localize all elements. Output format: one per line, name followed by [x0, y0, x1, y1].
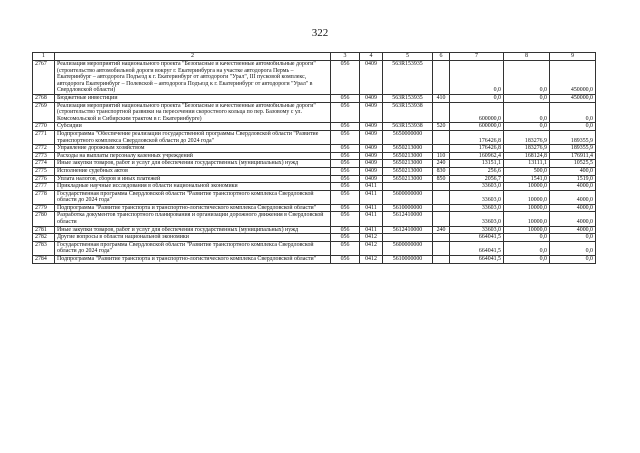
table-row: [33, 183, 596, 191]
cell-target-article: 5600000000: [383, 241, 433, 255]
cell-target-article: 5600000000: [383, 190, 433, 204]
cell-ministry: 056: [331, 167, 360, 175]
cell-amount-2021: 0,0: [504, 61, 550, 95]
cell-amount-2020: 160962,4: [450, 152, 504, 160]
cell-expense-type: 110: [433, 152, 450, 160]
cell-amount-2022: 1519,0: [550, 175, 596, 183]
cell-section: 0412: [360, 241, 383, 255]
cell-ministry: 056: [331, 130, 360, 144]
table-row: [33, 145, 596, 153]
cell-amount-2021: 13111,1: [504, 160, 550, 168]
table-row: [33, 204, 596, 212]
header-cell: 6: [433, 53, 450, 61]
cell-amount-2021: 0,0: [504, 123, 550, 131]
row-name: Государственная программа Свердловской области "Развитие транспортного комплекса Свердловской области до 2024 года": [55, 241, 331, 255]
cell-section: 0409: [360, 167, 383, 175]
cell-amount-2021: 0,0: [504, 102, 550, 123]
cell-expense-type: [433, 234, 450, 242]
cell-amount-2021: 0,0: [504, 256, 550, 264]
cell-amount-2022: 0,0: [550, 256, 596, 264]
cell-section: 0409: [360, 175, 383, 183]
budget-table: [32, 52, 596, 264]
table-row: [33, 256, 596, 264]
row-number: 2779: [33, 204, 55, 212]
cell-expense-type: [433, 241, 450, 255]
row-name: Реализация мероприятий национального проекта "Безопасные и качественные автомобильные дороги" (строительство автомобильной дороги вокруг г. Екатеринбурга на участке автодорога Пермь – Екатеринбург – автодорога Подъезд к г. Екатеринбург от автодороги "Урал", III пусковой комплекс, автодорога Екатеринбург – Полевской – автодорога Подъезд к г. Екатеринбург от автодороги "Урал" в Свердловской области): [55, 61, 331, 95]
table-row: [33, 61, 596, 95]
row-number: 2768: [33, 94, 55, 102]
cell-amount-2020: 33603,0: [450, 204, 504, 212]
header-cell: 5: [383, 53, 433, 61]
cell-target-article: 5650213000: [383, 167, 433, 175]
cell-expense-type: [433, 190, 450, 204]
row-name: Бюджетные инвестиции: [55, 94, 331, 102]
cell-section: 0412: [360, 234, 383, 242]
row-number: 2783: [33, 241, 55, 255]
cell-amount-2022: 0,0: [550, 102, 596, 123]
cell-section: 0409: [360, 160, 383, 168]
cell-expense-type: [433, 212, 450, 226]
row-number: 2781: [33, 226, 55, 234]
row-number: 2784: [33, 256, 55, 264]
cell-amount-2022: 189355,9: [550, 130, 596, 144]
cell-amount-2020: 256,6: [450, 167, 504, 175]
header-cell: 8: [504, 53, 550, 61]
cell-amount-2020: 33603,0: [450, 226, 504, 234]
cell-amount-2021: 1541,0: [504, 175, 550, 183]
row-number: 2775: [33, 167, 55, 175]
cell-section: 0411: [360, 190, 383, 204]
cell-expense-type: 850: [433, 175, 450, 183]
cell-expense-type: [433, 102, 450, 123]
cell-ministry: 056: [331, 94, 360, 102]
row-name: Расходы на выплаты персоналу казенных учреждений: [55, 152, 331, 160]
row-name: Подпрограмма "Развитие транспорта и транспортно-логистического комплекса Свердловской области": [55, 256, 331, 264]
cell-amount-2022: 450000,0: [550, 94, 596, 102]
cell-ministry: 056: [331, 226, 360, 234]
row-number: 2777: [33, 183, 55, 191]
header-cell: 2: [55, 53, 331, 61]
cell-amount-2021: 183276,9: [504, 130, 550, 144]
cell-ministry: 056: [331, 145, 360, 153]
cell-expense-type: 830: [433, 167, 450, 175]
cell-expense-type: [433, 183, 450, 191]
cell-expense-type: [433, 130, 450, 144]
cell-target-article: 5650213000: [383, 175, 433, 183]
cell-expense-type: [433, 256, 450, 264]
cell-amount-2020: 176426,8: [450, 145, 504, 153]
header-cell: 3: [331, 53, 360, 61]
table-row: [33, 152, 596, 160]
cell-ministry: 056: [331, 212, 360, 226]
cell-expense-type: [433, 61, 450, 95]
cell-ministry: 056: [331, 183, 360, 191]
cell-target-article: 5610000000: [383, 256, 433, 264]
cell-amount-2020: 2056,7: [450, 175, 504, 183]
table-row: [33, 130, 596, 144]
cell-section: 0409: [360, 152, 383, 160]
table-row: [33, 212, 596, 226]
cell-target-article: 5610000000: [383, 204, 433, 212]
cell-ministry: 056: [331, 102, 360, 123]
cell-amount-2020: 33603,0: [450, 190, 504, 204]
cell-amount-2020: 0,0: [450, 61, 504, 95]
cell-ministry: 056: [331, 160, 360, 168]
cell-section: 0409: [360, 145, 383, 153]
cell-amount-2020: 33603,0: [450, 183, 504, 191]
cell-amount-2021: 0,0: [504, 234, 550, 242]
row-name: Подпрограмма "Обеспечение реализации государственной программы Свердловской области "Развитие транспортного комплекса Свердловской области до 2024 года": [55, 130, 331, 144]
cell-target-article: 5650213000: [383, 152, 433, 160]
row-name: Государственная программа Свердловской области "Развитие транспортного комплекса Свердловской области до 2024 года": [55, 190, 331, 204]
cell-amount-2021: 10000,0: [504, 226, 550, 234]
cell-amount-2020: 664041,5: [450, 234, 504, 242]
cell-amount-2020: 13151,1: [450, 160, 504, 168]
row-number: 2767: [33, 61, 55, 95]
cell-amount-2021: 10000,0: [504, 183, 550, 191]
cell-ministry: 056: [331, 152, 360, 160]
cell-expense-type: [433, 204, 450, 212]
row-name: Исполнение судебных актов: [55, 167, 331, 175]
row-number: 2780: [33, 212, 55, 226]
row-name: Иные закупки товаров, работ и услуг для обеспечения государственных (муниципальных) нужд: [55, 226, 331, 234]
table-row: [33, 160, 596, 168]
row-name: Прикладные научные исследования в области национальной экономики: [55, 183, 331, 191]
cell-target-article: 563R153938: [383, 102, 433, 123]
cell-target-article: 563R153935: [383, 94, 433, 102]
cell-section: 0411: [360, 204, 383, 212]
cell-amount-2022: 4000,0: [550, 226, 596, 234]
cell-amount-2022: 0,0: [550, 234, 596, 242]
cell-amount-2020: 664041,5: [450, 256, 504, 264]
row-name: Уплата налогов, сборов и иных платежей: [55, 175, 331, 183]
cell-target-article: 5650000000: [383, 130, 433, 144]
row-name: Другие вопросы в области национальной экономики: [55, 234, 331, 242]
cell-expense-type: 240: [433, 160, 450, 168]
cell-ministry: 056: [331, 61, 360, 95]
header-cell: 7: [450, 53, 504, 61]
page-number: 322: [311, 27, 329, 39]
cell-amount-2021: 10000,0: [504, 212, 550, 226]
cell-amount-2021: 10000,0: [504, 204, 550, 212]
table-row: [33, 102, 596, 123]
cell-amount-2021: 0,0: [504, 94, 550, 102]
cell-amount-2020: 33603,0: [450, 212, 504, 226]
cell-ministry: 056: [331, 190, 360, 204]
cell-amount-2021: 168124,8: [504, 152, 550, 160]
cell-target-article: 5612410000: [383, 226, 433, 234]
header-cell: 4: [360, 53, 383, 61]
cell-expense-type: 410: [433, 94, 450, 102]
cell-ministry: 056: [331, 241, 360, 255]
cell-amount-2020: 176426,8: [450, 130, 504, 144]
cell-ministry: 056: [331, 204, 360, 212]
header-cell: 9: [550, 53, 596, 61]
header-cell: 1: [33, 53, 55, 61]
cell-amount-2022: 0,0: [550, 241, 596, 255]
cell-target-article: [383, 183, 433, 191]
cell-section: 0412: [360, 256, 383, 264]
row-name: Управление дорожным хозяйством: [55, 145, 331, 153]
cell-section: 0409: [360, 130, 383, 144]
cell-amount-2020: 0,0: [450, 94, 504, 102]
table-row: [33, 123, 596, 131]
table-row: [33, 226, 596, 234]
row-number: 2771: [33, 130, 55, 144]
cell-target-article: 5612410000: [383, 212, 433, 226]
cell-amount-2021: 0,0: [504, 241, 550, 255]
cell-target-article: 5650213000: [383, 145, 433, 153]
cell-target-article: 563R153938: [383, 123, 433, 131]
row-number: 2769: [33, 102, 55, 123]
cell-amount-2020: 600000,0: [450, 102, 504, 123]
row-number: 2778: [33, 190, 55, 204]
cell-ministry: 056: [331, 256, 360, 264]
cell-amount-2022: 4000,0: [550, 183, 596, 191]
cell-target-article: [383, 234, 433, 242]
cell-amount-2021: 500,0: [504, 167, 550, 175]
row-number: 2774: [33, 160, 55, 168]
table-row: [33, 94, 596, 102]
row-name: Субсидии: [55, 123, 331, 131]
cell-section: 0411: [360, 183, 383, 191]
table-row: [33, 241, 596, 255]
row-number: 2770: [33, 123, 55, 131]
row-name: Подпрограмма "Развитие транспорта и транспортно-логистического комплекса Свердловской области": [55, 204, 331, 212]
table-row: [33, 175, 596, 183]
row-name: Разработка документов транспортного планирования и организации дорожного движения в Свердловской области: [55, 212, 331, 226]
row-name: Иные закупки товаров, работ и услуг для обеспечения государственных (муниципальных) нужд: [55, 160, 331, 168]
table-row: [33, 190, 596, 204]
cell-amount-2022: 4000,0: [550, 190, 596, 204]
cell-expense-type: 520: [433, 123, 450, 131]
cell-amount-2022: 400,0: [550, 167, 596, 175]
row-name: Реализация мероприятий национального проекта "Безопасные и качественные автомобильные дороги" (строительство транспортной развязки на пересечении скоростного кольца по пер. Базовому с ул. Комсомольской и Сибирским трактом в г. Екатеринбурге): [55, 102, 331, 123]
header-row: [33, 53, 596, 61]
cell-amount-2021: 183276,9: [504, 145, 550, 153]
row-number: 2773: [33, 152, 55, 160]
cell-expense-type: [433, 145, 450, 153]
cell-amount-2020: 664041,5: [450, 241, 504, 255]
cell-ministry: 056: [331, 175, 360, 183]
cell-amount-2021: 10000,0: [504, 190, 550, 204]
table-row: [33, 234, 596, 242]
cell-expense-type: 240: [433, 226, 450, 234]
cell-target-article: 5650213000: [383, 160, 433, 168]
row-number: 2776: [33, 175, 55, 183]
cell-section: 0411: [360, 212, 383, 226]
cell-amount-2022: 450000,0: [550, 61, 596, 95]
cell-section: 0409: [360, 61, 383, 95]
cell-section: 0409: [360, 94, 383, 102]
cell-section: 0411: [360, 226, 383, 234]
cell-amount-2022: 10525,5: [550, 160, 596, 168]
cell-ministry: 056: [331, 234, 360, 242]
cell-section: 0409: [360, 123, 383, 131]
row-number: 2782: [33, 234, 55, 242]
cell-amount-2022: 176911,4: [550, 152, 596, 160]
cell-amount-2022: 4000,0: [550, 212, 596, 226]
cell-amount-2022: 189355,9: [550, 145, 596, 153]
table-row: [33, 167, 596, 175]
cell-section: 0409: [360, 102, 383, 123]
cell-amount-2022: 0,0: [550, 123, 596, 131]
row-number: 2772: [33, 145, 55, 153]
cell-amount-2020: 600000,0: [450, 123, 504, 131]
cell-target-article: 563R153935: [383, 61, 433, 95]
cell-amount-2022: 4000,0: [550, 204, 596, 212]
cell-ministry: 056: [331, 123, 360, 131]
